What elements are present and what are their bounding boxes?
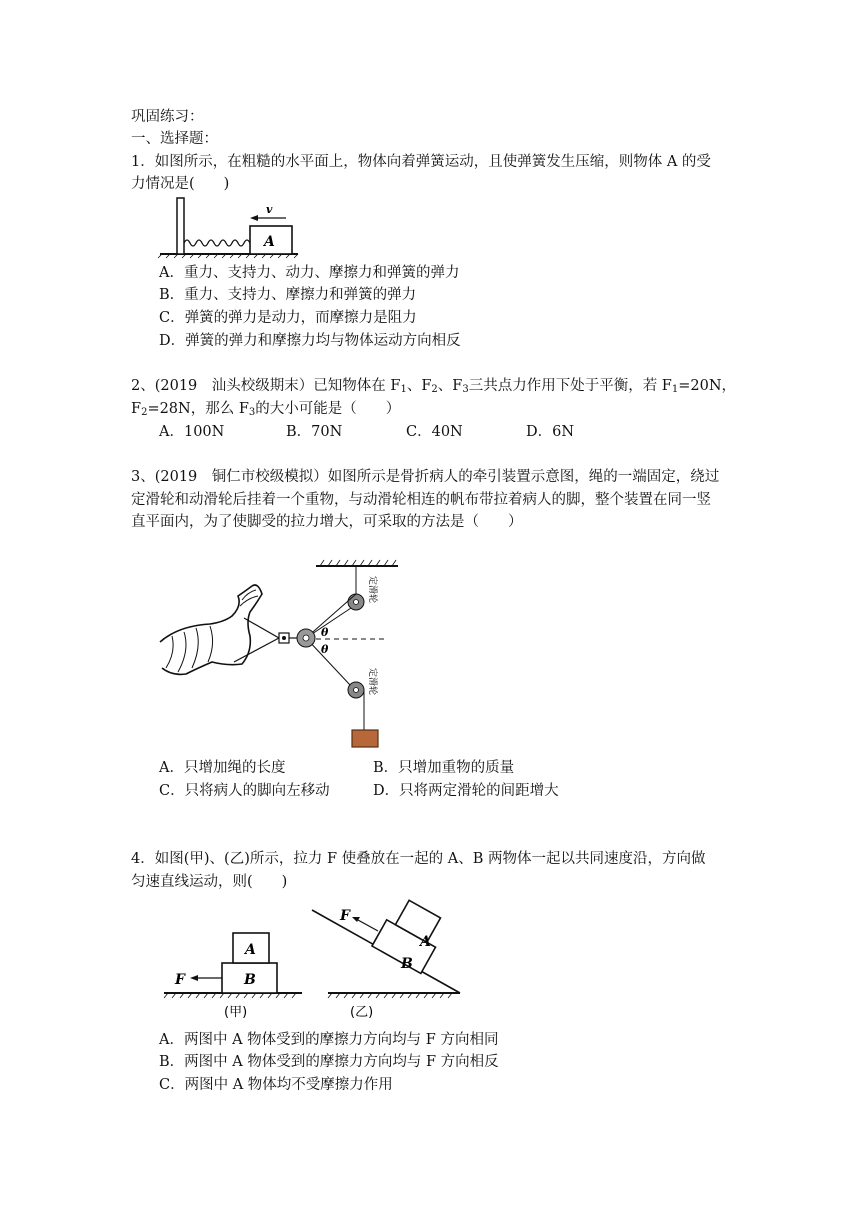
q4-figure-jia <box>162 900 312 1022</box>
q4-yi-caption: (乙) <box>350 1005 374 1020</box>
q4-yi-force-label: F <box>340 908 350 924</box>
q1-velocity-label: v <box>266 203 273 216</box>
q2-stem-line2: $F_2=28N$，那么 $F_3$的大小可能是（ ） <box>131 401 401 418</box>
q1-spring-figure <box>158 196 318 258</box>
q3-theta-upper: θ <box>321 626 329 639</box>
q1-stem-line1: 1．如图所示，在粗糙的水平面上，物体向着弹簧运动，且使弹簧发生压缩，则物体 A 的受 <box>131 154 711 170</box>
q3-option-b[interactable]: B．只增加重物的质量 <box>373 760 515 776</box>
q1-option-d[interactable]: D．弹簧的弹力和摩擦力均与物体运动方向相反 <box>159 333 461 349</box>
q2-option-c[interactable]: C．40N <box>406 424 463 440</box>
q1-option-a[interactable]: A．重力、支持力、动力、摩擦力和弹簧的弹力 <box>159 265 460 281</box>
q4-jia-block-b: B <box>244 972 256 988</box>
q4-option-c[interactable]: C．两图中 A 物体均不受摩擦力作用 <box>159 1077 393 1093</box>
q4-stem-line2: 匀速直线运动，则( ) <box>131 874 288 890</box>
q1-option-c[interactable]: C．弹簧的弹力是动力，而摩擦力是阻力 <box>159 310 417 326</box>
q1-stem-line2: 力情况是( ) <box>131 176 230 192</box>
q4-jia-force-label: F <box>175 972 185 988</box>
page-title: 巩固练习： <box>131 109 204 125</box>
q2-option-a[interactable]: A．100N <box>159 424 225 440</box>
section-heading: 一、选择题： <box>131 131 218 147</box>
q3-option-d[interactable]: D．只将两定滑轮的间距增大 <box>373 783 559 799</box>
q2-option-b[interactable]: B．70N <box>286 424 343 440</box>
q3-theta-lower: θ <box>321 643 329 656</box>
q3-option-c[interactable]: C．只将病人的脚向左移动 <box>159 783 330 799</box>
q3-stem-line1: 3、(2019 铜仁市校级模拟）如图所示是骨折病人的牵引装置示意图，绳的一端固定，绕过 <box>131 469 720 485</box>
q3-traction-figure <box>158 556 408 752</box>
q4-option-a[interactable]: A．两图中 A 物体受到的摩擦力方向均与 F 方向相同 <box>159 1032 499 1048</box>
q3-upper-pulley-label: 定滑轮 <box>367 576 377 604</box>
q3-stem-line3: 直平面内，为了使脚受的拉力增大，可采取的方法是（ ） <box>131 514 523 530</box>
q4-yi-block-b: B <box>401 956 413 972</box>
q4-jia-caption: (甲) <box>224 1005 248 1020</box>
q3-lower-pulley-label: 定滑轮 <box>367 668 377 696</box>
q3-stem-line2: 定滑轮和动滑轮后挂着一个重物，与动滑轮相连的帆布带拉着病人的脚，整个装置在同一竖 <box>131 492 711 508</box>
q2-option-d[interactable]: D．6N <box>526 424 575 440</box>
q4-jia-block-a: A <box>245 942 256 958</box>
q1-option-b[interactable]: B．重力、支持力、摩擦力和弹簧的弹力 <box>159 287 417 303</box>
q3-option-a[interactable]: A．只增加绳的长度 <box>159 760 286 776</box>
q4-yi-block-a: A <box>420 934 431 950</box>
q4-figure-yi <box>310 900 470 1022</box>
q4-option-b[interactable]: B．两图中 A 物体受到的摩擦力方向均与 F 方向相反 <box>159 1054 499 1070</box>
q4-stem-line1: 4．如图(甲)、(乙)所示，拉力 F 使叠放在一起的 A、B 两物体一起以共同速度沿，方向做 <box>131 851 706 867</box>
q2-stem-line1: 2、(2019 汕头校级期末）已知物体在 $F_1$、$F_2$、$F_3$三共点力作用下处于平衡，若 $F_1=20N$， <box>131 378 737 395</box>
q1-block-label: A <box>264 234 275 250</box>
